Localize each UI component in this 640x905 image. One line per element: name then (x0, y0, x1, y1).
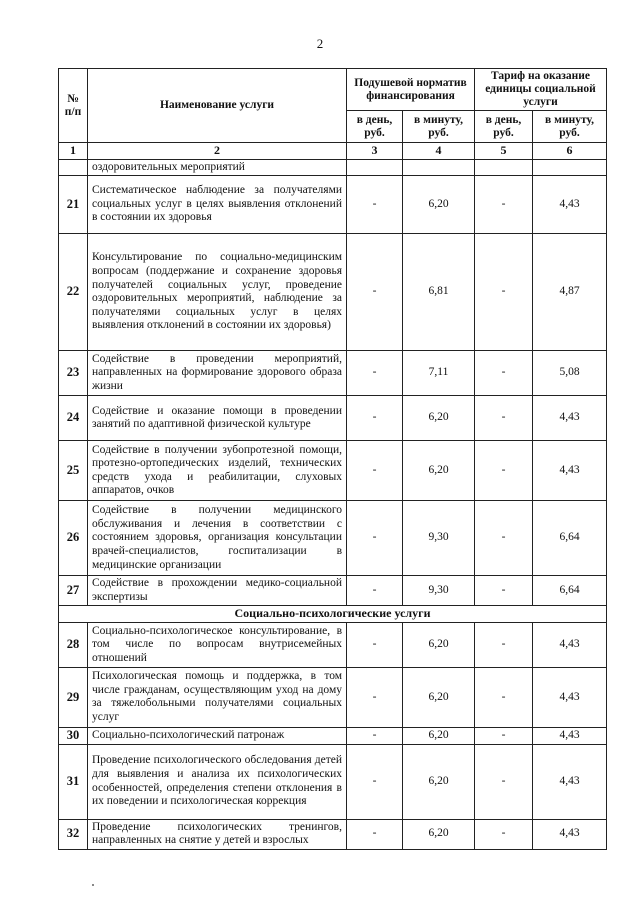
row-number: 31 (59, 744, 88, 819)
tariff-per-minute: 6,64 (533, 501, 607, 576)
continuation-row (59, 159, 607, 176)
tariff-per-minute: 6,64 (533, 576, 607, 606)
tariff-per-day: - (475, 622, 533, 667)
tariff-per-day: - (475, 727, 533, 744)
row-number: 24 (59, 396, 88, 441)
table-row (59, 351, 607, 396)
column-index: 6 (533, 143, 607, 160)
tariff-per-minute: 4,43 (533, 176, 607, 234)
tariff-per-minute: 4,43 (533, 744, 607, 819)
norm-per-day: - (347, 667, 403, 727)
tariff-per-minute: 4,43 (533, 441, 607, 501)
tariff-per-minute: 4,43 (533, 667, 607, 727)
header-norm-per-minute: в минуту, руб. (403, 111, 475, 143)
tariff-per-day: - (475, 819, 533, 849)
service-name: Содействие и оказание помощи в проведении занятий по адаптивной физической культуре (88, 396, 347, 441)
norm-per-day: - (347, 622, 403, 667)
tariff-per-minute: 4,87 (533, 234, 607, 351)
row-number: 22 (59, 234, 88, 351)
continuation-text: оздоровительных мероприятий (88, 159, 347, 176)
norm-per-minute: 6,20 (403, 819, 475, 849)
norm-per-day: - (347, 576, 403, 606)
row-number: 27 (59, 576, 88, 606)
table-row (59, 667, 607, 727)
table-row (59, 819, 607, 849)
service-name: Социально-психологическое консультирование, в том числе по вопросам внутрисемейных отношений (88, 622, 347, 667)
service-name: Содействие в прохождении медико-социальной экспертизы (88, 576, 347, 606)
service-name: Проведение психологического обследования детей для выявления и анализа их психологических особенностей, определения степени отклонения в их поведении и психологическая коррекция (88, 744, 347, 819)
norm-per-day: - (347, 501, 403, 576)
header-name: Наименование услуги (88, 69, 347, 143)
section-row (59, 606, 607, 623)
row-number: 21 (59, 176, 88, 234)
tariff-per-day: - (475, 351, 533, 396)
service-name: Систематическое наблюдение за получателями социальных услуг в целях выявления отклонений в состоянии их здоровья (88, 176, 347, 234)
norm-per-day: - (347, 819, 403, 849)
service-name: Проведение психологических тренингов, направленных на снятие у детей и взрослых (88, 819, 347, 849)
table-row (59, 727, 607, 744)
norm-per-minute: 6,20 (403, 441, 475, 501)
tariff-per-day: - (475, 176, 533, 234)
norm-per-minute: 6,20 (403, 176, 475, 234)
tariff-per-minute: 4,43 (533, 622, 607, 667)
row-number: 26 (59, 501, 88, 576)
service-name: Содействие в получении зубопротезной помощи, протезно-ортопедических изделий, технических средств ухода и реабилитации, слуховых аппаратов, очков (88, 441, 347, 501)
tariff-per-minute: 5,08 (533, 351, 607, 396)
norm-per-day: - (347, 744, 403, 819)
tariff-per-day: - (475, 441, 533, 501)
norm-per-day: - (347, 727, 403, 744)
column-index: 2 (88, 143, 347, 160)
row-number: 23 (59, 351, 88, 396)
table-row (59, 622, 607, 667)
header-tariff-per-day: в день, руб. (475, 111, 533, 143)
norm-per-day: - (347, 351, 403, 396)
norm-per-minute: 7,11 (403, 351, 475, 396)
table-row (59, 744, 607, 819)
service-name: Социально-психологический патронаж (88, 727, 347, 744)
service-name: Консультирование по социально-медицинским вопросам (поддержание и сохранение здоровья получателей социальных услуг, проведение оздоровительных мероприятий, наблюдение за получателями социальных услуг в целях выявления отклонений в состоянии их здоровья) (88, 234, 347, 351)
tariff-per-day: - (475, 396, 533, 441)
table-row (59, 501, 607, 576)
service-name: Содействие в проведении мероприятий, направленных на формирование здорового образа жизни (88, 351, 347, 396)
norm-per-day: - (347, 441, 403, 501)
table-row (59, 576, 607, 606)
table-row (59, 176, 607, 234)
norm-per-minute: 9,30 (403, 576, 475, 606)
norm-per-minute: 6,20 (403, 396, 475, 441)
tariff-per-minute: 4,43 (533, 396, 607, 441)
norm-per-minute: 6,20 (403, 744, 475, 819)
page-number: 2 (316, 36, 324, 51)
row-number: 25 (59, 441, 88, 501)
section-title: Социально-психологические услуги (59, 606, 607, 623)
service-name: Психологическая помощь и поддержка, в том числе гражданам, осуществляющим уход на дому за тяжелобольными получателями социальных услуг (88, 667, 347, 727)
row-number: 32 (59, 819, 88, 849)
norm-per-minute: 9,30 (403, 501, 475, 576)
norm-per-day: - (347, 396, 403, 441)
tariff-per-minute: 4,43 (533, 819, 607, 849)
header-num: № п/п (59, 69, 88, 143)
tariff-per-minute: 4,43 (533, 727, 607, 744)
column-index: 4 (403, 143, 475, 160)
norm-per-day: - (347, 176, 403, 234)
header-norm-group: Подушевой норматив финансирования (347, 69, 475, 111)
table-row (59, 396, 607, 441)
tariff-per-day: - (475, 667, 533, 727)
norm-per-day: - (347, 234, 403, 351)
tariff-per-day: - (475, 501, 533, 576)
norm-per-minute: 6,81 (403, 234, 475, 351)
table-row (59, 234, 607, 351)
row-number: 28 (59, 622, 88, 667)
column-index-row (59, 143, 607, 160)
header-tariff-per-minute: в минуту, руб. (533, 111, 607, 143)
header-tariff-group: Тариф на оказание единицы социальной услуги (475, 69, 607, 111)
scan-speck (92, 884, 94, 886)
column-index: 1 (59, 143, 88, 160)
norm-per-minute: 6,20 (403, 622, 475, 667)
column-index: 5 (475, 143, 533, 160)
service-name: Содействие в получении медицинского обслуживания и лечения в соответствии с состоянием здоровья, организация консультации врачей-специалистов, госпитализации в медицинские организации (88, 501, 347, 576)
tariff-table (58, 68, 607, 850)
norm-per-minute: 6,20 (403, 667, 475, 727)
tariff-per-day: - (475, 744, 533, 819)
norm-per-minute: 6,20 (403, 727, 475, 744)
row-number: 30 (59, 727, 88, 744)
tariff-per-day: - (475, 234, 533, 351)
header-norm-per-day: в день, руб. (347, 111, 403, 143)
tariff-per-day: - (475, 576, 533, 606)
table-row (59, 441, 607, 501)
row-number: 29 (59, 667, 88, 727)
column-index: 3 (347, 143, 403, 160)
